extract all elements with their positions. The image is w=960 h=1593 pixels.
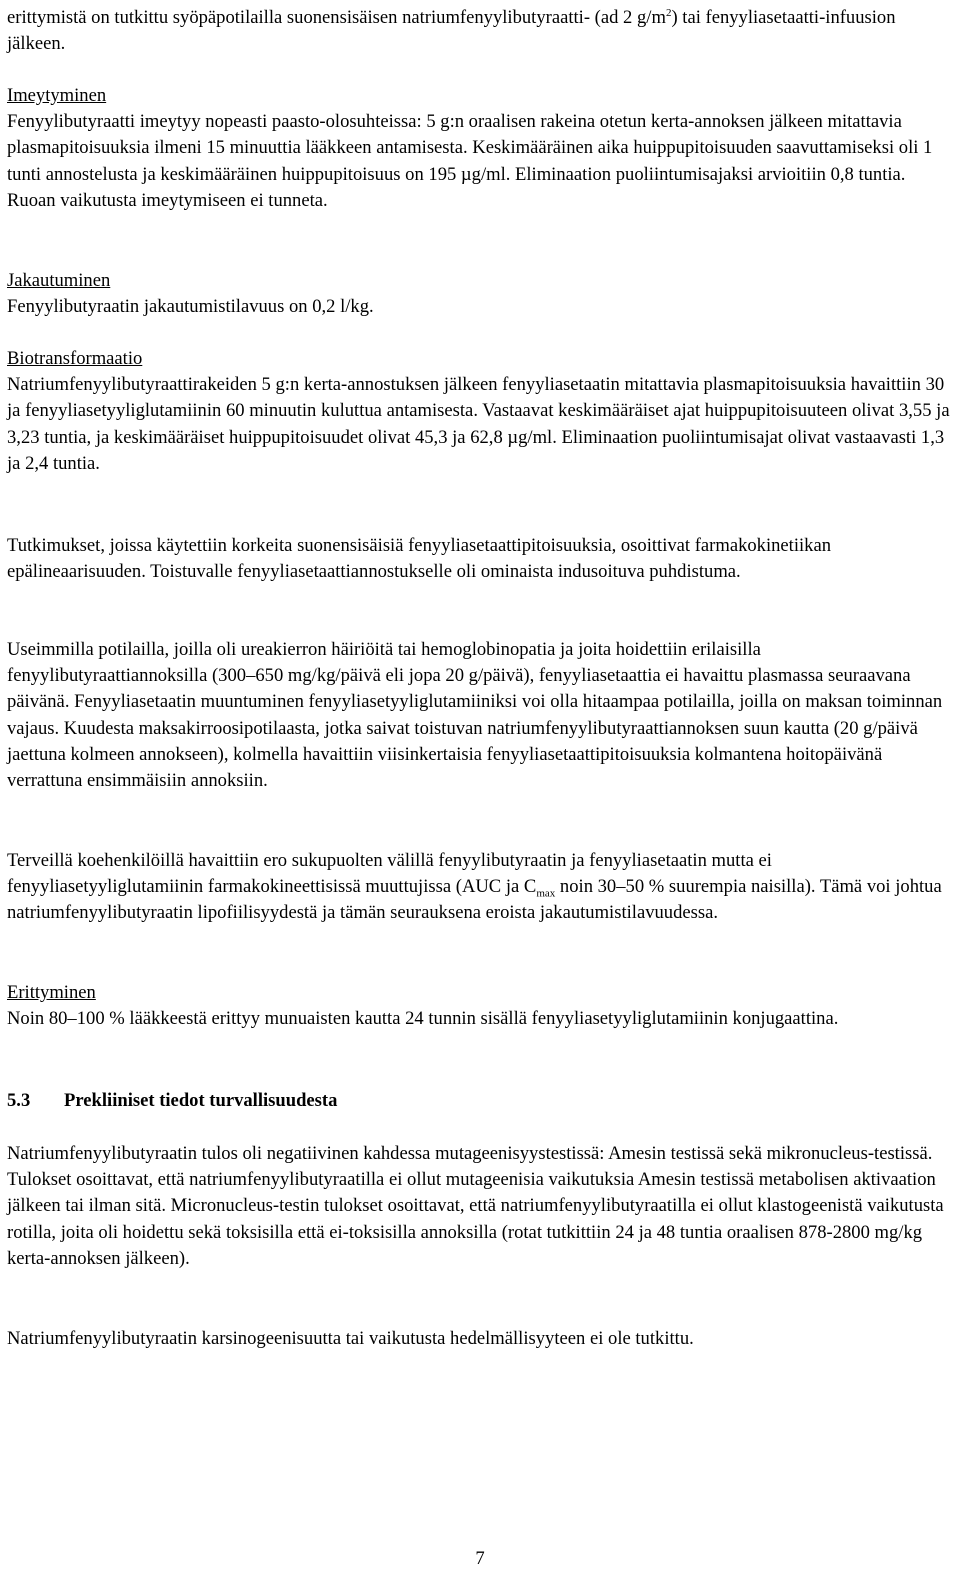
absorption-section [7,83,953,214]
intro-text-end: ) tai fenyyliasetaatti-infuusion jälkeen. [7,7,896,55]
section-number: 5.3 [7,1090,31,1111]
absorption-heading: Imeytyminen [7,85,107,106]
section-heading-5-3 [7,1088,337,1114]
biotransformation-text: Natriumfenyylibutyraattirakeiden 5 g:n kerta-annostuksen jälkeen fenyyliasetaatin mitattavia plasmapitoisuuksia havaittiin 30 ja fenyyliasetyyliglutamiinin 60 minuutin kuluttua antamisesta. Vastaavat keskimääräiset ajat huippupitoisuuteen olivat 3,55 ja 3,23 tuntia, ja keskimääräiset huippupitoisuudet olivat 45,3 ja 62,8 µg/ml. Eliminaation puoliintumisajat olivat vastaavasti 1,3 ja 2,4 tuntia. [7,374,950,474]
volunteers-paragraph [7,848,953,927]
section-title: Prekliiniset tiedot turvallisuudesta [64,1090,338,1111]
subscript: max [536,887,556,900]
absorption-text: Fenyylibutyraatti imeytyy nopeasti paasto-olosuhteissa: 5 g:n oraalisen rakeina otetun kerta-annoksen jälkeen mitattavia plasmapitoisuuksia ilmeni 15 minuuttia lääkkeen antamisesta. Keskimääräinen aika huippupitoisuuden saavuttamiseksi oli 1 tunti annostelusta ja keskimääräinen huippupitoisuus on 195 µg/ml. Eliminaation puoliintumisajaksi arvioitiin 0,8 tuntia. [7,111,933,185]
biotransformation-heading: Biotransformaatio [7,348,143,369]
biotransformation-section [7,346,953,477]
patients-paragraph: Useimmilla potilailla, joilla oli ureakierron häiriöitä tai hemoglobinopatia ja joita hoidettiin erilaisilla fenyylibutyraattiannoksilla (300–650 mg/kg/päivä eli jopa 20 g/päivä), fenyyliasetaattia ei havaittu plasmassa seuraavana päivänä. Fenyyliasetaatin muuntuminen fenyyliasetyyliglutamiiniksi voi olla hitaampaa potilailla, joilla on maksan toiminnan vajaus. Kuudesta maksakirroosipotilaasta, jotka saivat toistuvan natriumfenyylibutyraattiannoksen suun kautta (20 g/päivä jaettuna kolmeen annokseen), kolmella havaittiin viisinkertaisia fenyyliasetaattipitoisuuksia kolmantena hoitopäivänä verrattuna ensimmäisiin annoksiin. [7,639,943,792]
superscript: 2 [665,6,672,19]
intro-text: erittymistä on tutkittu syöpäpotilailla suonensisäisen natriumfenyylibutyraatti- (ad 2 g/m [7,7,666,28]
excretion-text: Noin 80–100 % lääkkeestä erittyy munuaisten kautta 24 tunnin sisällä fenyyliasetyyliglutamiinin konjugaattina. [7,1008,839,1030]
volunteers-text-end: noin 30–50 % suurempia naisilla). Tämä voi johtua natriumfenyylibutyraatin lipofiilisyydestä ja tämän seurauksena eroista jakautumistilavuudessa. [7,876,942,924]
high-concentration-paragraph: Tutkimukset, joissa käytettiin korkeita suonensisäisiä fenyyliasetaattipitoisuuksia, osoittivat farmakokinetiikan epälineaarisuuden. Toistuvalle fenyyliasetaattiannostukselle oli ominaista indusoituva puhdistuma. [7,535,832,583]
volunteers-text: Terveillä koehenkilöillä havaittiin ero sukupuolten välillä fenyylibutyraatin ja fenyyliasetaatin mutta ei fenyyliasetyyliglutamiinin farmakokineettisissä muuttujissa (AUC ja C [7,850,772,898]
excretion-heading: Erittyminen [7,982,96,1003]
page-number: 7 [475,1548,485,1569]
intro-paragraph [7,5,953,57]
carcinogenicity-paragraph: Natriumfenyylibutyraatin karsinogeenisuutta tai vaikutusta hedelmällisyyteen ei ole tutkittu. [7,1328,694,1349]
food-effect-text: Ruoan vaikutusta imeytymiseen ei tunneta. [7,189,328,211]
mutagenicity-paragraph: Natriumfenyylibutyraatin tulos oli negatiivinen kahdessa mutageenisyystestissä: Amesin testissä sekä mikronucleus-testissä. Tulokset osoittavat, että natriumfenyylibutyraatilla ei ollut mutageenisia vaikutuksia Amesin testissä metabolisen aktivaation jälkeen tai ilman sitä. Micronucleus-testin tulokset osoittavat, että natriumfenyylibutyraatilla ei ollut klastogeenistä vaikutusta rotilla, joita oli hoidettu sekä toksisilla että ei-toksisilla annoksilla (rotat tutkittiin 24 ja 48 tuntia oraalisen 878-2800 mg/kg kerta-annoksen jälkeen). [7,1143,944,1269]
distribution-text: Fenyylibutyraatin jakautumistilavuus on 0,2 l/kg. [7,296,374,318]
excretion-section [7,980,953,1032]
distribution-heading: Jakautuminen [7,270,111,291]
distribution-section [7,268,953,320]
